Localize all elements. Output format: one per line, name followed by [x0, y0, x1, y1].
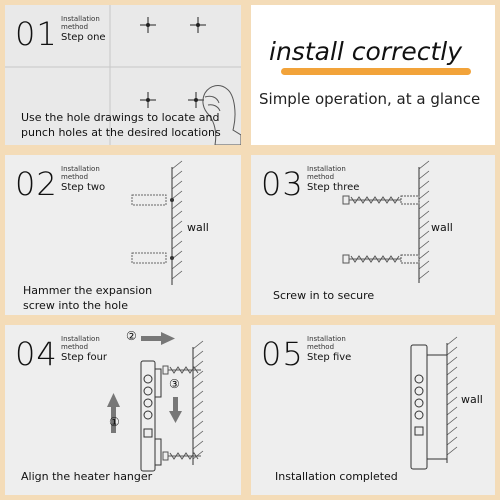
step-description: Screw in to secure	[273, 289, 375, 302]
step-four-panel	[5, 325, 241, 495]
hero-subtitle: Simple operation, at a glance	[259, 90, 481, 108]
step-label: Step two	[61, 182, 106, 193]
marker-two: ②	[126, 329, 137, 343]
step-number: 01	[15, 15, 58, 53]
step-subtitle: Installation method	[61, 165, 100, 181]
step-three-panel	[251, 155, 495, 315]
step-label: Step three	[307, 182, 360, 193]
step-label: Step four	[61, 352, 108, 363]
step-description: Align the heater hanger	[21, 470, 153, 483]
expansion-anchor-icon	[132, 195, 166, 263]
heater-icon	[411, 345, 447, 469]
marker-one: ①	[109, 415, 120, 429]
step-subtitle: Installation method	[61, 15, 100, 31]
step-number: 05	[261, 335, 304, 373]
step-five-panel	[251, 325, 495, 495]
step-label: Step five	[307, 352, 352, 363]
step-subtitle: Installation method	[307, 165, 346, 181]
hero-title: install correctly	[269, 37, 463, 66]
step-one-panel	[5, 5, 241, 145]
arrow-down-icon	[169, 397, 182, 423]
step-subtitle: Installation method	[61, 335, 100, 351]
step-description: Installation completed	[275, 470, 398, 483]
heater-hanger-icon	[141, 361, 161, 471]
wall-label: wall	[187, 221, 209, 234]
step-label: Step one	[61, 32, 106, 43]
wall-label: wall	[461, 393, 483, 406]
step-description: Use the hole drawings to locate and punch holes at the desired locations	[21, 111, 221, 139]
step-subtitle: Installation method	[307, 335, 346, 351]
wall-label: wall	[431, 221, 453, 234]
hero-underline	[281, 68, 471, 75]
marker-three: ③	[169, 377, 180, 391]
step-two-panel	[5, 155, 241, 315]
arrow-right-icon	[141, 332, 175, 345]
step-number: 03	[261, 165, 304, 203]
screw-icon	[343, 196, 419, 263]
step-number: 04	[15, 335, 58, 373]
step-number: 02	[15, 165, 58, 203]
step-description: Hammer the expansion screw into the hole	[23, 284, 153, 312]
hero-panel	[251, 5, 495, 145]
